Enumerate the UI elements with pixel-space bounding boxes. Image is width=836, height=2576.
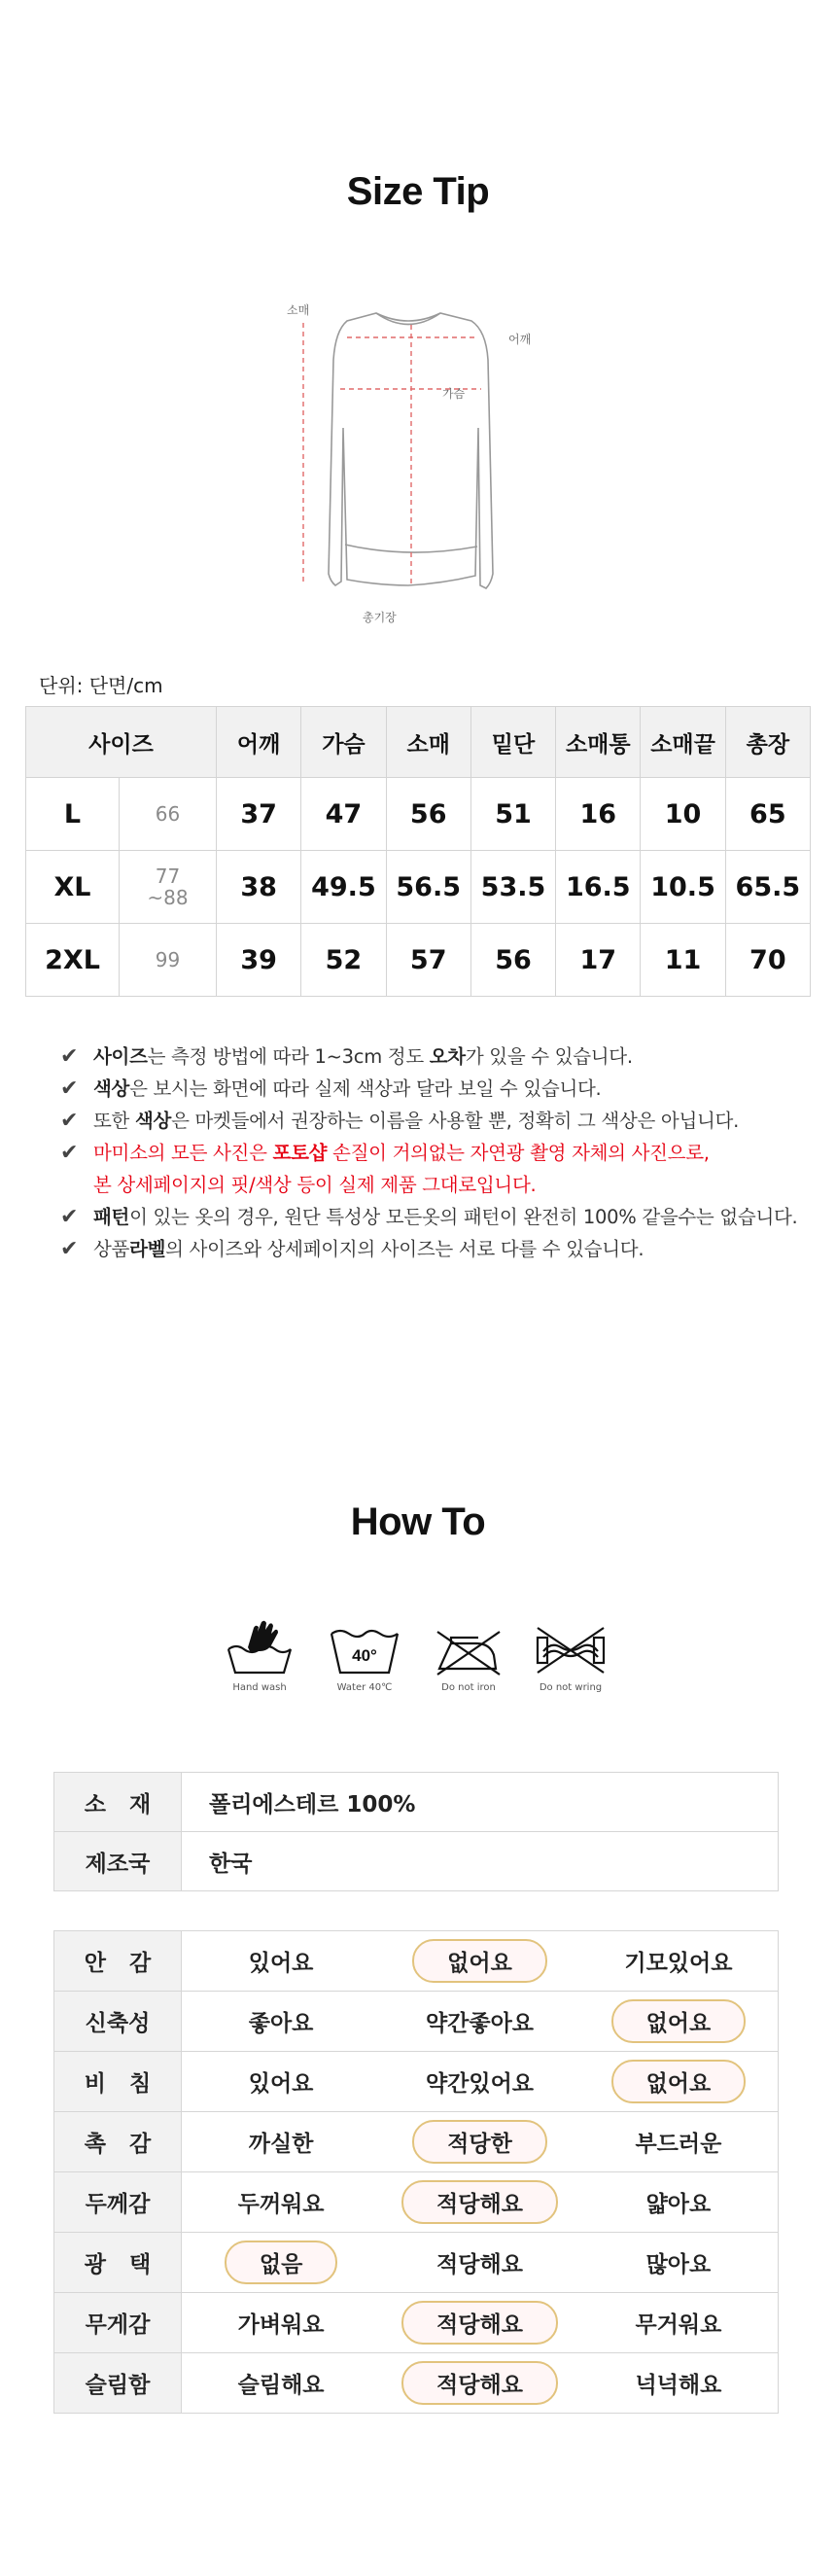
diagram-label-chest: 가슴 — [442, 387, 466, 401]
note-text: 의 사이즈와 상세페이지의 사이즈는 서로 다를 수 있습니다. — [165, 1238, 644, 1260]
note-emphasis: 라벨 — [129, 1238, 166, 1260]
size-kr: 77 ~88 — [120, 851, 217, 924]
feature-option-cell — [182, 2293, 381, 2353]
material-table — [53, 1772, 779, 1891]
cell: 11 — [641, 924, 725, 997]
note-emphasis: 패턴 — [93, 1206, 130, 1228]
feature-option: 적당해요 — [436, 2252, 523, 2277]
note-emphasis: 포토샵 — [272, 1142, 328, 1164]
size-notes — [60, 1041, 819, 1265]
header-sleeve: 소매 — [386, 707, 470, 778]
note-text: 상품 — [93, 1238, 130, 1260]
feature-table — [53, 1930, 779, 2414]
size-note — [60, 1105, 819, 1137]
feature-row — [54, 2112, 779, 2172]
cell: 65 — [725, 778, 810, 851]
material-value: 폴리에스테르 100% — [182, 1773, 779, 1832]
feature-option-selected: 없어요 — [611, 1999, 747, 2043]
feature-option-cell — [380, 2052, 579, 2112]
feature-option: 있어요 — [248, 2071, 314, 2097]
feature-option: 있어요 — [248, 1951, 314, 1976]
feature-label: 두께감 — [54, 2172, 182, 2233]
cell: 37 — [217, 778, 301, 851]
feature-option-cell — [579, 2172, 779, 2233]
feature-label: 비 침 — [54, 2052, 182, 2112]
feature-option-selected: 없음 — [225, 2241, 337, 2284]
feature-label: 안 감 — [54, 1931, 182, 1992]
header-sleeve-width: 소매통 — [556, 707, 641, 778]
feature-option: 좋아요 — [248, 2011, 314, 2036]
do-not-wring-caption: Do not wring — [539, 1682, 603, 1693]
feature-option-cell — [380, 2233, 579, 2293]
note-emphasis: 색상 — [93, 1077, 130, 1100]
feature-label: 무게감 — [54, 2293, 182, 2353]
note-text: 마미소의 모든 사진은 — [93, 1142, 273, 1164]
feature-option-cell — [380, 2112, 579, 2172]
feature-option: 얇아요 — [645, 2192, 712, 2217]
header-length: 총장 — [725, 707, 810, 778]
how-to-title: How To — [350, 1500, 486, 1543]
cell: 49.5 — [301, 851, 386, 924]
cell: 57 — [386, 924, 470, 997]
size-table-header — [26, 707, 811, 778]
note-text: 본 상세페이지의 핏/색상 등이 실제 제품 그대로입니다. — [93, 1174, 537, 1196]
cell: 70 — [725, 924, 810, 997]
feature-row — [54, 2293, 779, 2353]
header-size: 사이즈 — [26, 707, 217, 778]
feature-option-selected: 적당해요 — [401, 2180, 558, 2224]
feature-option-cell — [579, 2353, 779, 2414]
cell: 10 — [641, 778, 725, 851]
check-icon: ✔ — [60, 1044, 79, 1069]
feature-option: 약간좋아요 — [425, 2011, 535, 2036]
size-diagram — [287, 292, 569, 627]
note-text: 은 보시는 화면에 따라 실제 색상과 달라 보일 수 있습니다. — [129, 1077, 602, 1100]
cell: 65.5 — [725, 851, 810, 924]
note-text: 가 있을 수 있습니다. — [465, 1045, 633, 1068]
material-row — [54, 1773, 779, 1832]
feature-option-cell — [579, 1992, 779, 2052]
size-note — [60, 1041, 819, 1073]
note-text: 은 마켓들에서 권장하는 이름을 사용할 뿐, 정확히 그 색상은 아닙니다. — [171, 1110, 739, 1132]
check-icon: ✔ — [60, 1076, 79, 1101]
origin-row — [54, 1832, 779, 1891]
note-emphasis: 오차 — [429, 1045, 466, 1068]
feature-row — [54, 2353, 779, 2414]
feature-option-selected: 적당해요 — [401, 2301, 558, 2345]
origin-label: 제조국 — [54, 1832, 182, 1891]
feature-row — [54, 2233, 779, 2293]
feature-option: 무거워요 — [635, 2312, 722, 2338]
feature-option-cell — [579, 2233, 779, 2293]
size-note — [60, 1201, 819, 1233]
note-emphasis: 사이즈 — [93, 1045, 148, 1068]
feature-option-selected: 적당한 — [412, 2120, 547, 2164]
feature-label: 슬림함 — [54, 2353, 182, 2414]
cell: 47 — [301, 778, 386, 851]
feature-row — [54, 1992, 779, 2052]
note-emphasis: 색상 — [134, 1110, 172, 1132]
header-chest: 가슴 — [301, 707, 386, 778]
feature-option-cell — [182, 2233, 381, 2293]
size-kr: 66 — [120, 778, 217, 851]
feature-row — [54, 1931, 779, 1992]
water-temp-mark: 40° — [352, 1646, 377, 1665]
feature-option-cell — [182, 2052, 381, 2112]
cell: 53.5 — [470, 851, 555, 924]
feature-option: 까실한 — [248, 2132, 314, 2157]
do-not-iron-caption: Do not iron — [441, 1682, 496, 1693]
diagram-label-shoulder: 어깨 — [508, 333, 532, 346]
size-code: L — [26, 778, 120, 851]
hand-wash-icon — [206, 1618, 313, 1693]
note-text: 는 측정 방법에 따라 1~3cm 정도 — [147, 1045, 430, 1068]
header-sleeve-end: 소매끝 — [641, 707, 725, 778]
header-shoulder: 어깨 — [217, 707, 301, 778]
size-note — [60, 1073, 819, 1105]
diagram-label-length: 총기장 — [363, 611, 397, 624]
diagram-label-sleeve: 소매 — [287, 303, 310, 317]
size-code: XL — [26, 851, 120, 924]
feature-option: 약간있어요 — [425, 2071, 535, 2097]
cell: 16 — [556, 778, 641, 851]
material-label: 소 재 — [54, 1773, 182, 1832]
size-table — [25, 706, 811, 997]
feature-option-selected: 없어요 — [412, 1939, 547, 1983]
feature-option-cell — [380, 1931, 579, 1992]
feature-option-cell — [380, 2353, 579, 2414]
check-icon: ✔ — [60, 1109, 79, 1133]
note-text: 이 있는 옷의 경우, 원단 특성상 모든옷의 패턴이 완전히 100% 같을수는 없습니다. — [129, 1206, 798, 1228]
feature-option-cell — [380, 2293, 579, 2353]
feature-label: 광 택 — [54, 2233, 182, 2293]
feature-option-cell — [182, 1992, 381, 2052]
feature-option-selected: 적당해요 — [401, 2361, 558, 2405]
check-icon: ✔ — [60, 1141, 79, 1165]
feature-option: 가벼워요 — [237, 2312, 325, 2338]
feature-option: 부드러운 — [635, 2132, 722, 2157]
feature-option: 두꺼워요 — [237, 2192, 325, 2217]
cell: 39 — [217, 924, 301, 997]
size-code: 2XL — [26, 924, 120, 997]
do-not-wring-icon — [517, 1618, 624, 1693]
cell: 38 — [217, 851, 301, 924]
water-40-caption: Water 40℃ — [336, 1682, 393, 1693]
cell: 51 — [470, 778, 555, 851]
feature-option-cell — [579, 1931, 779, 1992]
feature-option-cell — [579, 2293, 779, 2353]
hand-wash-caption: Hand wash — [232, 1682, 287, 1693]
cell: 56.5 — [386, 851, 470, 924]
feature-label: 신축성 — [54, 1992, 182, 2052]
check-icon: ✔ — [60, 1237, 79, 1261]
feature-option-cell — [579, 2052, 779, 2112]
feature-option-selected: 없어요 — [611, 2060, 747, 2103]
cell: 10.5 — [641, 851, 725, 924]
origin-value: 한국 — [182, 1832, 779, 1891]
cell: 17 — [556, 924, 641, 997]
unit-label: 단위: 단면/cm — [39, 674, 163, 697]
size-note — [60, 1169, 819, 1201]
feature-option: 슬림해요 — [237, 2373, 325, 2398]
cell: 56 — [386, 778, 470, 851]
size-tip-title: Size Tip — [346, 170, 490, 213]
feature-option-cell — [182, 2353, 381, 2414]
table-row — [26, 924, 811, 997]
feature-option: 기모있어요 — [624, 1951, 733, 1976]
feature-label: 촉 감 — [54, 2112, 182, 2172]
table-row — [26, 778, 811, 851]
water-40-icon — [311, 1618, 418, 1693]
feature-option: 많아요 — [645, 2252, 712, 2277]
feature-option-cell — [380, 2172, 579, 2233]
feature-row — [54, 2172, 779, 2233]
cell: 56 — [470, 924, 555, 997]
feature-option-cell — [182, 2172, 381, 2233]
do-not-iron-icon — [415, 1618, 522, 1693]
cell: 52 — [301, 924, 386, 997]
feature-option: 넉넉해요 — [635, 2373, 722, 2398]
feature-row — [54, 2052, 779, 2112]
header-hem: 밑단 — [470, 707, 555, 778]
cell: 16.5 — [556, 851, 641, 924]
check-icon: ✔ — [60, 1205, 79, 1229]
note-text: 또한 — [93, 1110, 135, 1132]
note-text: 손질이 거의없는 자연광 촬영 자체의 사진으로, — [327, 1142, 710, 1164]
size-kr: 99 — [120, 924, 217, 997]
table-row — [26, 851, 811, 924]
feature-option-cell — [182, 2112, 381, 2172]
size-note — [60, 1137, 819, 1169]
feature-option-cell — [579, 2112, 779, 2172]
feature-option-cell — [380, 1992, 579, 2052]
feature-option-cell — [182, 1931, 381, 1992]
size-note — [60, 1233, 819, 1265]
